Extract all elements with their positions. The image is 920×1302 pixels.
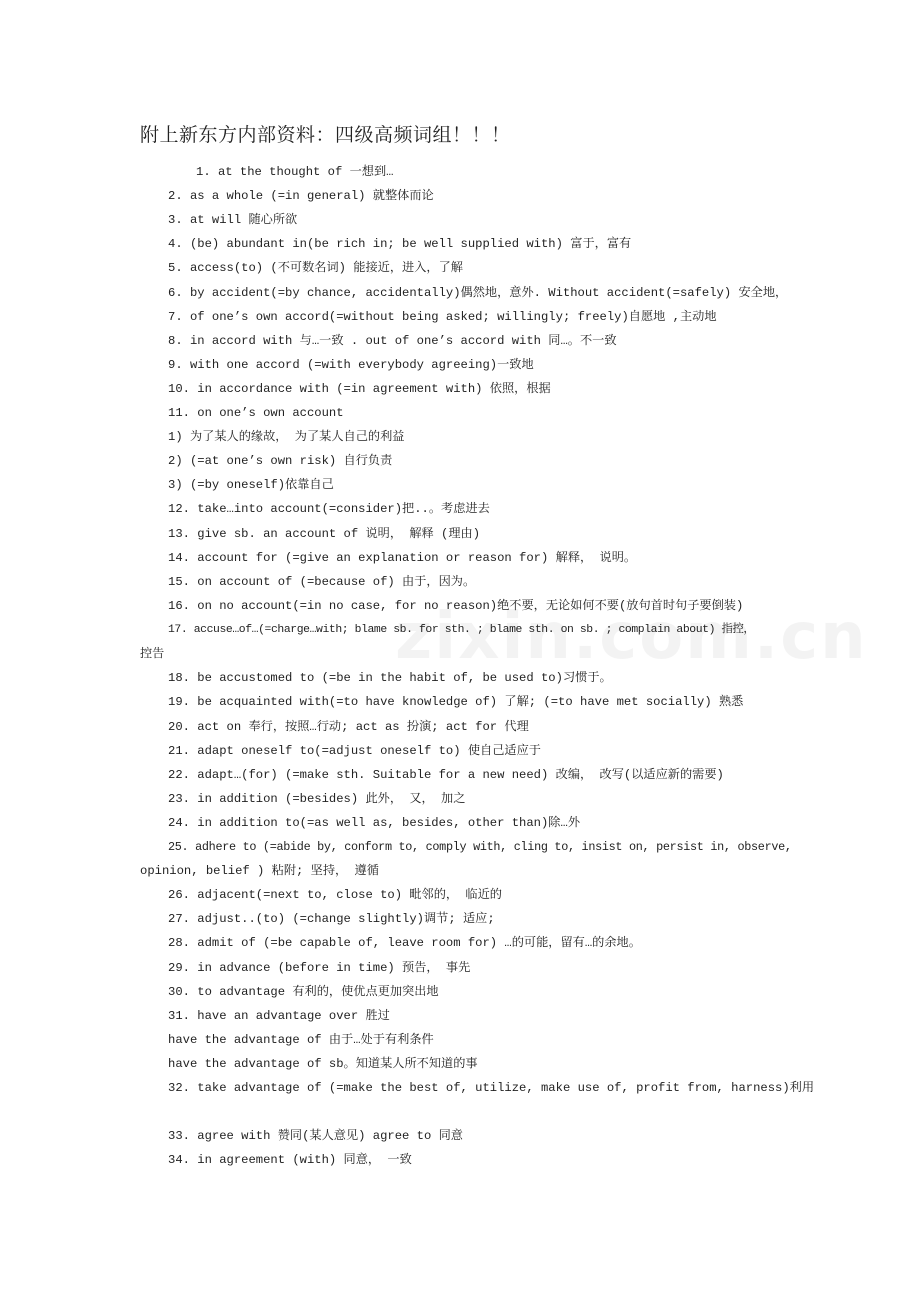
list-item: 13. give sb. an account of 说明， 解释 (理由) xyxy=(168,527,481,541)
list-item: 21. adapt oneself to(=adjust oneself to) 使自己适应于 xyxy=(168,744,541,758)
list-item: 27. adjust..(to) (=change slightly)调节; 适应; xyxy=(168,912,495,926)
list-item: 20. act on 奉行，按照…行动; act as 扮演; act for 代理 xyxy=(168,720,529,734)
list-item: 29. in advance (before in time) 预告， 事先 xyxy=(168,961,471,975)
list-item: 1) 为了某人的缘故， 为了某人自己的利益 xyxy=(168,430,405,444)
list-item: 14. account for (=give an explanation or reason for) 解释， 说明。 xyxy=(168,551,637,565)
list-item: have the advantage of sb。知道某人所不知道的事 xyxy=(168,1057,478,1071)
page-title: 附上新东方内部资料：四级高频词组！！！ xyxy=(140,124,511,146)
list-item: opinion, belief ) 粘附; 坚持， 遵循 xyxy=(140,864,379,878)
list-item: 3. at will 随心所欲 xyxy=(168,213,298,227)
list-item: 5. access(to) (不可数名词) 能接近，进入，了解 xyxy=(168,261,463,275)
list-item: 2) (=at one’s own risk) 自行负责 xyxy=(168,454,393,468)
list-item: 26. adjacent(=next to, close to) 毗邻的， 临近的 xyxy=(168,888,502,902)
list-item: 2. as a whole (=in general) 就整体而论 xyxy=(168,189,434,203)
list-item: 11. on one’s own account xyxy=(168,406,344,420)
list-item: 22. adapt…(for) (=make sth. Suitable for a new need) 改编， 改写(以适应新的需要) xyxy=(168,768,724,782)
list-item: 18. be accustomed to (=be in the habit of, be used to)习惯于。 xyxy=(168,671,612,685)
list-item: 32. take advantage of (=make the best of, utilize, make use of, profit from, harness)利用 xyxy=(168,1081,815,1095)
list-item: 15. on account of (=because of) 由于，因为。 xyxy=(168,575,476,589)
list-item: 34. in agreement (with) 同意， 一致 xyxy=(168,1153,412,1167)
list-item: 4. (be) abundant in(be rich in; be well supplied with) 富于，富有 xyxy=(168,237,632,251)
list-item: 6. by accident(=by chance, accidentally)偶然地，意外. Without accident(=safely) 安全地， xyxy=(168,286,788,300)
list-item: 8. in accord with 与…一致 . out of one’s accord with 同…。不一致 xyxy=(168,334,617,348)
list-item: have the advantage of 由于…处于有利条件 xyxy=(168,1033,434,1047)
list-item: 10. in accordance with (=in agreement with) 依照，根据 xyxy=(168,382,551,396)
list-item: 9. with one accord (=with everybody agreeing)一致地 xyxy=(168,358,534,372)
list-item: 33. agree with 赞同(某人意见) agree to 同意 xyxy=(168,1129,463,1143)
list-item: 19. be acquainted with(=to have knowledge of) 了解; (=to have met socially) 熟悉 xyxy=(168,695,744,709)
list-item: 1. at the thought of 一想到… xyxy=(196,165,394,179)
list-item: 16. on no account(=in no case, for no reason)绝不要，无论如何不要(放句首时句子要倒装) xyxy=(168,599,744,613)
list-item: 30. to advantage 有利的，使优点更加突出地 xyxy=(168,985,439,999)
list-item: 28. admit of (=be capable of, leave room for) …的可能，留有…的余地。 xyxy=(168,936,641,950)
list-item: 25. adhere to (=abide by, conform to, comply with, cling to, insist on, persist in, observe, xyxy=(168,840,792,854)
list-item: 24. in addition to(=as well as, besides, other than)除…外 xyxy=(168,816,581,830)
list-item: 控告 xyxy=(140,647,165,661)
list-item: 17. accuse…of…(=charge…with; blame sb. for sth. ; blame sth. on sb. ; complain about) 指控， xyxy=(168,624,755,636)
list-item: 31. have an advantage over 胜过 xyxy=(168,1009,390,1023)
list-item: 12. take…into account(=consider)把..。考虑进去 xyxy=(168,502,490,516)
watermark xyxy=(395,600,868,674)
list-item: 3) (=by oneself)依靠自己 xyxy=(168,478,334,492)
list-item: 23. in addition (=besides) 此外， 又， 加之 xyxy=(168,792,466,806)
list-item: 7. of one’s own accord(=without being asked; willingly; freely)自愿地 ,主动地 xyxy=(168,310,717,324)
